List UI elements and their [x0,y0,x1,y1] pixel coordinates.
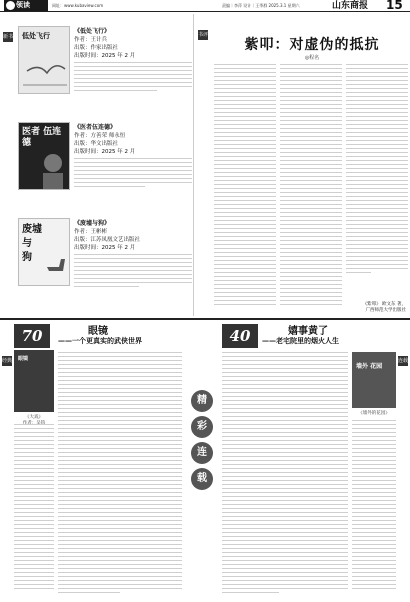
section-logo [4,0,48,11]
seal-char: 连 [191,442,213,464]
seal-char: 精 [191,390,213,412]
page-header [0,0,410,12]
article-column [280,64,342,314]
cover-title: 低处飞行 [22,31,50,40]
left-chapter-title: 眼镜 [88,326,108,337]
bird-icon [19,27,70,94]
serial-seal [187,390,217,494]
left-chapter-subtitle: ——一个更真实的武侠世界 [58,337,142,345]
left-cover-title: 眼镜 [18,356,29,362]
editor-meta: 责编｜李萍 设计｜王季群 2025.3.1 星期六 [222,3,300,8]
left-chapter-number: 70 [14,324,50,348]
book-item [16,122,192,212]
left-classic-bar [0,350,12,600]
review-tag: 书评 [198,32,209,38]
logo-disc-icon [6,1,15,10]
paper-name: 山东商报 [332,1,369,11]
left-serial-text [58,352,182,600]
book-title: 《低处飞行》 [74,28,111,35]
website-text: 网址：www.kubaview.com [52,3,104,8]
left-book-caption: 《大戏》 [25,415,43,420]
new-books-column [16,14,194,316]
page-number: 15 [386,0,403,12]
book-author: 作者：方善荣 师永恒 [74,133,126,139]
right-cover-title: 墙外 花园 [356,363,383,370]
book-publisher: 出版：作家出版社 [74,45,119,51]
book-title: 《医者伍连德》 [74,124,117,131]
left-serial-text-narrow [14,424,54,600]
right-serial-text [222,352,348,600]
book-summary [74,62,192,94]
right-serial-text-narrow [352,420,396,600]
dog-icon [19,219,70,286]
right-chapter-title: 嬉事黄了 [288,326,328,337]
book-cover [18,26,70,94]
book-item [16,26,192,116]
book-date: 出版时间：2025 年 2 月 [74,245,136,251]
cover-title: 废墟 与 狗 [22,224,42,263]
right-chapter-number: 40 [222,324,258,348]
book-info [74,124,192,156]
portrait-icon [19,123,70,190]
book-summary [74,158,192,190]
cover-title: 医者 伍连德 [22,127,62,148]
book-publisher: 出版：华文出版社 [74,141,119,147]
article-column [214,64,276,314]
classic-tag: 经典 [2,358,13,364]
left-tag-bar [0,14,14,314]
right-serial-bar [398,350,410,600]
book-author: 作者：王彬彬 [74,229,108,235]
article-column [346,64,408,314]
seal-char: 彩 [191,416,213,438]
article-title: 紫叩：对虚伪的抵抗 [244,37,380,53]
new-book-tag: 新书 [3,34,14,40]
book-cover [18,122,70,190]
section-label: 领读 [16,1,30,9]
serial-book-cover-right [352,352,396,408]
serial-book-cover-left [14,350,54,412]
book-publisher: 出版：江苏凤凰文艺出版社 [74,237,141,243]
serial-tag: 连载 [398,358,409,364]
article-body [214,64,408,316]
right-book-caption: 《墙外的花园》 [358,411,390,416]
right-chapter-subtitle: ——老宅院里的烟火人生 [262,337,339,345]
book-date: 出版时间：2025 年 2 月 [74,149,136,155]
serial-headings-band [0,318,410,348]
book-date: 出版时间：2025 年 2 月 [74,53,136,59]
book-title: 《废墟与狗》 [74,220,111,227]
book-summary [74,254,192,290]
book-author: 作者：王计兵 [74,37,108,43]
seal-char: 载 [191,468,213,490]
book-info [74,28,192,60]
article-author: ◎程名 [304,55,320,61]
review-article [196,14,410,316]
book-item [16,218,192,314]
book-info [74,220,192,252]
article-signature: 《紫叩》 欧文东 著， 广西师范大学出版社 [362,302,406,313]
book-cover [18,218,70,286]
